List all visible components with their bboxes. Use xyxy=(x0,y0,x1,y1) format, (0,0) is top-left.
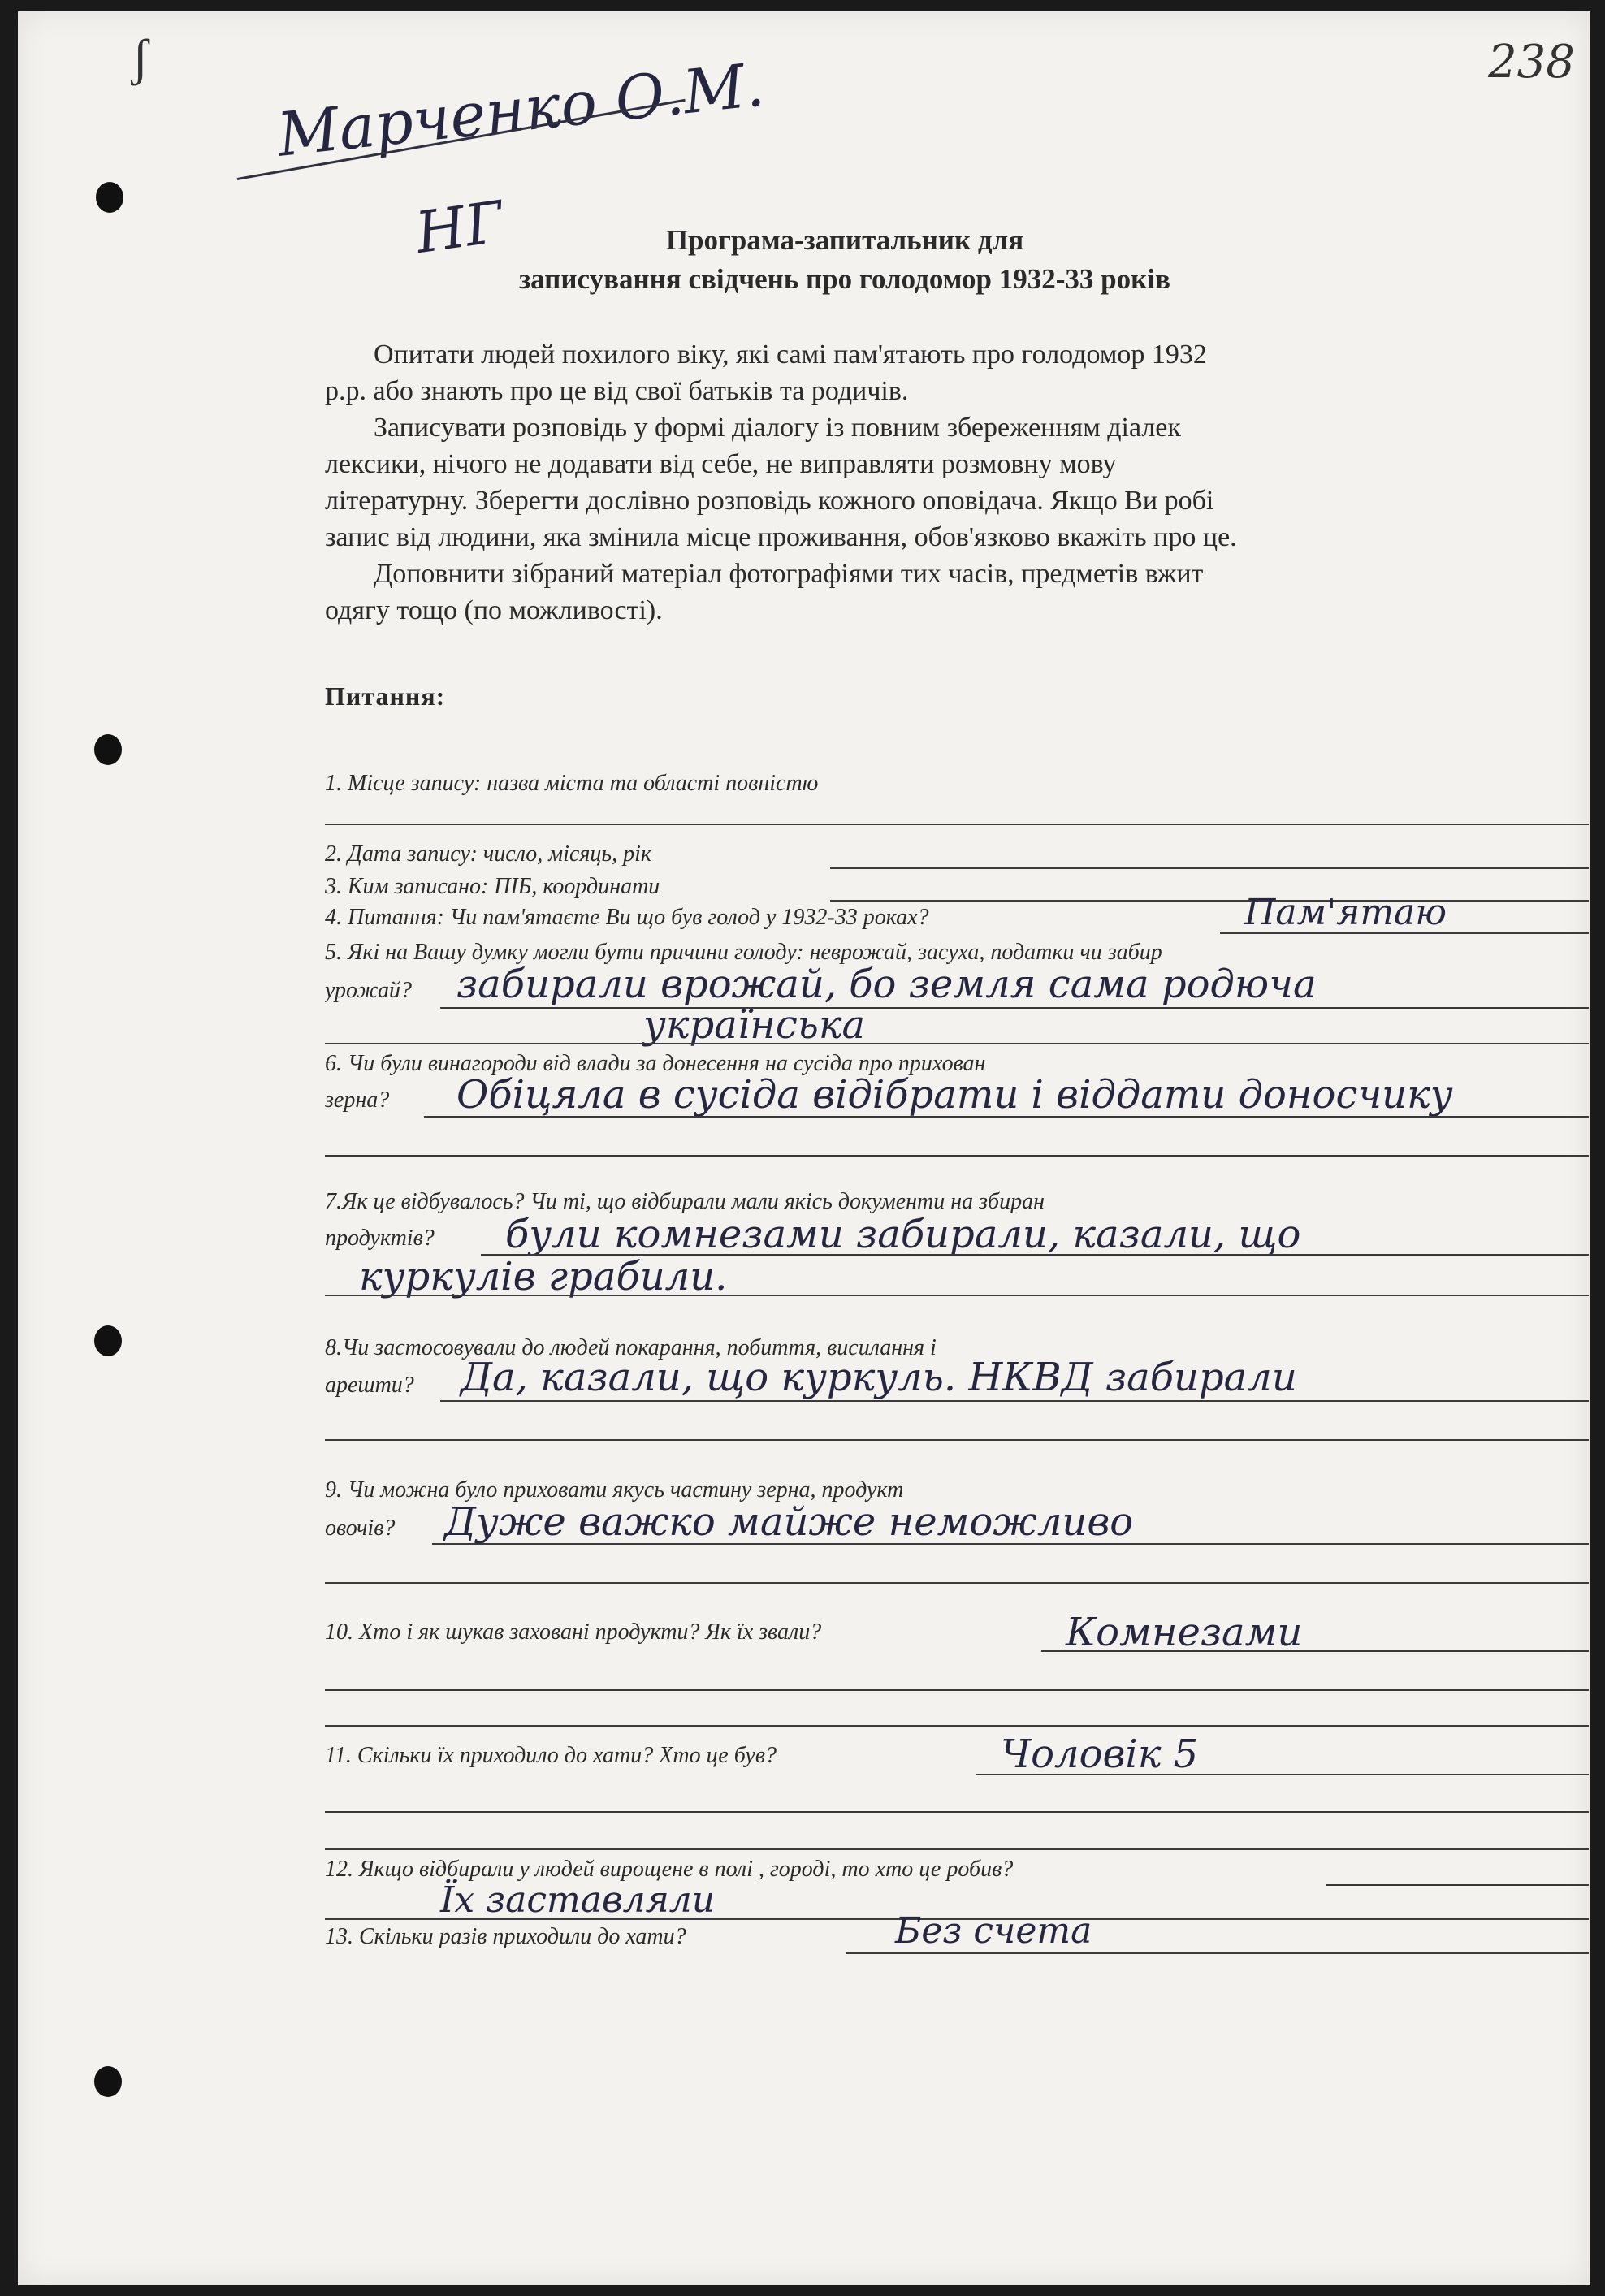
question-5-cont: урожай? xyxy=(325,978,413,1003)
answer-line xyxy=(1041,1650,1589,1652)
answer-line xyxy=(1326,1884,1589,1886)
question-9-cont: овочів? xyxy=(325,1516,396,1541)
answer-11: Чоловік 5 xyxy=(1001,1732,1199,1777)
question-11: 11. Скільки їх приходило до хати? Хто це був? xyxy=(325,1743,777,1768)
question-13: 13. Скільки разів приходили до хати? xyxy=(325,1924,686,1949)
answer-line xyxy=(325,1811,1589,1813)
intro-line: лексики, нічого не додавати від себе, не виправляти розмовну мову xyxy=(325,449,1117,479)
question-10: 10. Хто і як шукав заховані продукти? Як їх звали? xyxy=(325,1619,822,1645)
question-2: 2. Дата запису: число, місяць, рік xyxy=(325,841,651,867)
answer-line xyxy=(830,900,1589,902)
question-8: 8.Чи застосовували до людей покарання, побиття, висилання і xyxy=(325,1335,937,1360)
intro-line: одягу тощо (по можливості). xyxy=(325,595,663,625)
answer-line xyxy=(325,1725,1589,1727)
answer-line xyxy=(325,824,1589,825)
question-7: 7.Як це відбувалось? Чи ті, що відбирали мали якісь документи на збиран xyxy=(325,1189,1045,1214)
answer-9: Дуже важко майже неможливо xyxy=(444,1499,1134,1545)
answer-6: Обіцяла в сусіда відібрати і віддати доносчику xyxy=(456,1072,1453,1118)
punch-hole xyxy=(94,2066,122,2097)
answer-line xyxy=(440,1007,1589,1009)
question-12: 12. Якщо відбирали у людей вирощене в полі , городі, то хто це робив? xyxy=(325,1857,1014,1882)
answer-line xyxy=(1220,932,1589,934)
document-title-line-2: записування свідчень про голодомор 1932-33 років xyxy=(519,263,1170,295)
answer-line xyxy=(976,1774,1589,1775)
corner-mark: ʃ xyxy=(132,28,149,86)
answer-line xyxy=(424,1116,1589,1118)
answer-4: Пам'ятаю xyxy=(1244,892,1447,933)
intro-line: Опитати людей похилого віку, які самі пам'ятають про голодомор 1932 xyxy=(374,339,1207,370)
intro-line: Доповнити зібраний матеріал фотографіями тих часів, предметів вжит xyxy=(374,559,1204,589)
answer-5-line-2: українська xyxy=(643,1002,866,1048)
answer-line xyxy=(325,1439,1589,1441)
question-1: 1. Місце запису: назва міста та області повністю xyxy=(325,771,819,796)
archive-page-number: 238 xyxy=(1488,36,1575,89)
author-initials: НГ xyxy=(411,188,508,267)
author-signature: Марченко О.М. xyxy=(274,50,768,171)
question-4: 4. Питання: Чи пам'ятаєте Ви що був голод у 1932-33 роках? xyxy=(325,905,929,930)
question-7-cont: продуктів? xyxy=(325,1226,435,1251)
punch-hole xyxy=(96,182,123,213)
intro-line: літературну. Зберегти дослівно розповідь кожного оповідача. Якщо Ви робі xyxy=(325,486,1214,516)
answer-line xyxy=(325,1848,1589,1850)
answer-line xyxy=(325,1155,1589,1157)
answer-13: Без счета xyxy=(895,1910,1092,1952)
answer-line xyxy=(830,867,1589,869)
intro-paragraph xyxy=(325,336,1592,629)
answer-line xyxy=(325,1689,1589,1691)
answer-line xyxy=(432,1543,1589,1545)
answer-5-line-1: забирали врожай, бо земля сама родюча xyxy=(456,962,1317,1007)
answer-7-line-2: куркулів грабили. xyxy=(359,1254,728,1299)
question-6-cont: зерна? xyxy=(325,1087,390,1113)
answer-10: Комнезами xyxy=(1066,1610,1303,1655)
intro-line: р.р. або знають про це від свої батьків та родичів. xyxy=(325,376,909,406)
punch-hole xyxy=(94,1325,122,1356)
intro-line: Записувати розповідь у формі діалогу із повним збереженням діалек xyxy=(374,413,1181,443)
intro-line: запис від людини, яка змінила місце проживання, обов'язково вкажіть про це. xyxy=(325,522,1237,552)
answer-line xyxy=(325,1582,1589,1584)
question-5: 5. Які на Вашу думку могли бути причини голоду: неврожай, засуха, податки чи забир xyxy=(325,940,1162,965)
answer-line xyxy=(846,1952,1589,1954)
punch-hole xyxy=(94,734,122,765)
answer-12: Їх заставляли xyxy=(440,1879,716,1921)
answer-line xyxy=(325,1043,1589,1044)
question-6: 6. Чи були винагороди від влади за донесення на сусіда про прихован xyxy=(325,1051,986,1076)
question-8-cont: арешти? xyxy=(325,1373,414,1398)
question-9: 9. Чи можна було приховати якусь частину зерна, продукт xyxy=(325,1477,904,1503)
question-3: 3. Ким записано: ПІБ, координати xyxy=(325,874,660,899)
document-page xyxy=(18,11,1590,2285)
answer-7-line-1: були комнезами забирали, казали, що xyxy=(505,1212,1301,1257)
questions-heading: Питання: xyxy=(325,681,446,711)
answer-8: Да, казали, що куркуль. НКВД забирали xyxy=(461,1355,1297,1400)
answer-line xyxy=(440,1400,1589,1402)
document-title-line-1: Програма-запитальник для xyxy=(665,224,1024,256)
answer-line xyxy=(325,1295,1589,1296)
